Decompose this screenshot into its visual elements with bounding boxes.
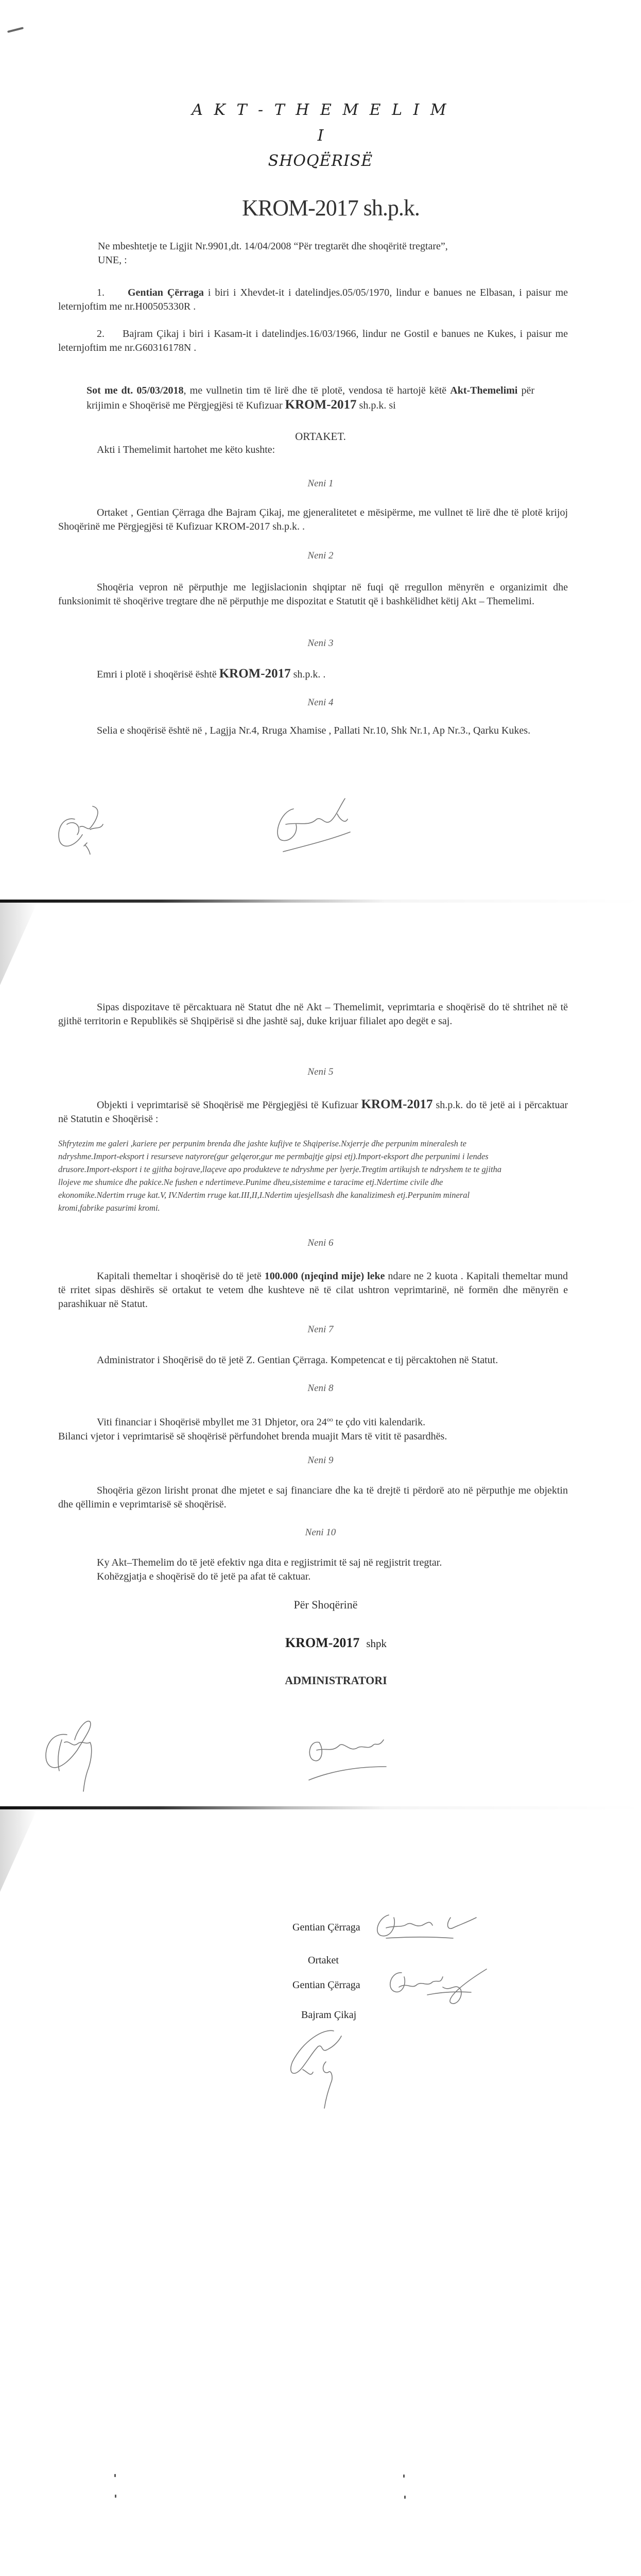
- article-8-text-pre: Viti financiar i Shoqërisë mbyllet me 31 Dhjetor, ora 24: [97, 1416, 327, 1428]
- signature-gentian-p1: [268, 796, 371, 853]
- founder-1: [58, 286, 568, 314]
- article-1-text: Ortaket , Gentian Çërraga dhe Bajram Çikaj, me gjeneralitetet e mësipërme, me vullnet të lirë dhe të plotë krijoj Shoqërinë me Përgjegjësi të Kufizuar KROM-2017 sh.p.k. .: [58, 507, 568, 532]
- article-6-capital: 100.000 (njeqind mije) leke: [264, 1270, 385, 1282]
- scan-speck: [115, 2495, 116, 2498]
- article-10-line1: Ky Akt–Themelim do të jetë efektiv nga dita e regjistrimit të saj në regjistrit tregtar.: [97, 1557, 442, 1568]
- article-6-text-pre: Kapitali themeltar i shoqërisë do të jetë: [97, 1270, 265, 1282]
- administrator-title: ADMINISTRATORI: [285, 1674, 387, 1687]
- article-9-text: Shoqëria gëzon lirisht pronat dhe mjetet e saj financiare dhe ka të drejtë ti përdorë ato në përputhje me objektin dhe qëllimin e veprimtarisë së shoqërisë.: [58, 1485, 568, 1510]
- page-fold-shadow-2: [0, 1809, 93, 1912]
- declaration-text-1: , me vullnetin tim të lirë dhe të plotë, vendosa të hartojë këtë: [183, 385, 451, 396]
- article-3-text: [58, 667, 568, 682]
- founder-2-name: Bajram Çikaj: [123, 328, 179, 340]
- partners-heading: Ortaket: [308, 1955, 339, 1966]
- declaration-company: KROM-2017: [285, 398, 357, 412]
- article-5-text-pre: Objekti i veprimtarisë së Shoqërisë me Përgjegjësi të Kufizuar: [97, 1099, 361, 1111]
- doc-title-line2: I: [317, 127, 324, 145]
- page-3: [0, 1809, 641, 2500]
- article-2-label: Neni 2: [307, 550, 334, 561]
- founder-1-details: i biri i Xhevdet-it i datelindjes.05/05/1970, lindur e banues ne Elbasan, i paisur me leternjoftim me nr.H00505330R .: [58, 287, 568, 312]
- article-8-line1: [58, 1413, 568, 1430]
- closing-company-name: KROM-2017: [285, 1635, 360, 1650]
- closing-company-suffix: shpk: [366, 1637, 387, 1650]
- declaration-date: Sot me dt. 05/03/2018: [86, 385, 184, 396]
- article-5-text: [58, 1097, 568, 1126]
- preamble-line1: Ne mbeshtetje te Ligjit Nr.9901,dt. 14/04/2008 “Për tregtarët dhe shoqëritë tregtare”,: [98, 241, 448, 252]
- page-fold-shadow-1: [0, 903, 93, 1006]
- article-3-text-pre: Emri i plotë i shoqërisë është: [97, 669, 219, 680]
- scan-speck: [403, 2475, 405, 2478]
- ortaket-heading: ORTAKET.: [295, 430, 346, 443]
- article-5-company: KROM-2017: [361, 1097, 433, 1111]
- article-4-continuation: Sipas dispozitave të përcaktuara në Statut dhe në Akt – Themelimit, veprimtaria e shoqërisë do të shtrihet në të gjithë territorin e Republikës së Shqipërisë si dhe jashtë saj, duke krijuar filialet apo degët e saj.: [58, 1002, 568, 1027]
- article-10-line2: Kohëzgjatja e shoqërisë do të jetë pa afat të caktuar.: [97, 1571, 311, 1582]
- signature-gentian-ortaket-1: [373, 1910, 492, 1948]
- article-2-text: Shoqëria vepron në përputhje me legjislacionin shqiptar në fuqi që rregullon mënyrën e organizimit dhe funksionimit të shoqërive tregtare dhe në përputhje me dispozitat e Statutit që i bashkëlidhet këtij Akt – Themelimi.: [58, 582, 568, 607]
- company-heading-text: KROM-2017 sh.p.k.: [242, 195, 420, 221]
- article-8-line2: Bilanci vjetor i veprimtarisë së shoqërisë përfundohet brenda muajit Mars të vitit të pasardhës.: [58, 1430, 447, 1442]
- article-3-text-post: sh.p.k. .: [290, 669, 326, 680]
- conditions-intro: Akti i Themelimit hartohet me këto kushte:: [97, 444, 275, 455]
- article-6-label: Neni 6: [307, 1238, 334, 1248]
- article-7-text: Administrator i Shoqërisë do të jetë Z. Gentian Çërraga. Kompetencat e tij përcaktohen në Statut.: [97, 1354, 498, 1366]
- for-company-label: Për Shoqërinë: [293, 1598, 358, 1611]
- declaration-text-3: sh.p.k. si: [356, 400, 396, 411]
- article-5-label: Neni 5: [307, 1066, 334, 1077]
- article-3-label: Neni 3: [307, 638, 334, 649]
- article-10-label: Neni 10: [305, 1527, 336, 1538]
- page-1: [0, 0, 641, 903]
- doc-title-line1: A K T - T H E M E L I M: [192, 101, 449, 119]
- article-7-label: Neni 7: [307, 1324, 334, 1335]
- signatory-gentian-2: Gentian Çërraga: [292, 1979, 360, 1991]
- article-8-text-post: te çdo viti kalendarik.: [333, 1416, 426, 1428]
- article-3-company: KROM-2017: [219, 667, 291, 681]
- founder-2: [58, 327, 568, 355]
- preamble: [98, 240, 535, 267]
- signature-gentian-ortaket-2: [384, 1967, 497, 2010]
- page-2: [0, 903, 641, 1809]
- declaration: [86, 384, 534, 413]
- article-5-text-post: sh.p.k. do të jetë ai i përcaktuar në Statutin e Shoqërisë :: [58, 1099, 568, 1125]
- article-4-text: Selia e shoqërisë është në , Lagjja Nr.4, Rruga Xhamise , Pallati Nr.10, Shk Nr.1, Ap Nr.3., Qarku Kukes.: [97, 725, 531, 736]
- signature-gentian-p2: [301, 1730, 414, 1786]
- article-5-activities: Shfrytezim me galeri ,kariere per perpunim brenda dhe jashte kufijve te Shqiperise.Nxjerrje dhe perpunim mineralesh te ndryshme.Import-eksport i resurseve natyrore(gur gelqeror,gur me permbajtje gipsi etj).Import-eksport dhe perpunimi i lendes drusore.Import-eksport i te gjitha bojrave,llaçeve apo produkteve te ndryshme per lyerje.Tregtim artikujsh te ndryshem te te gjitha llojeve me shumice dhe pakice.Ne fushen e ndertimeve.Punime dheu,sistemime e taracime etj.Ndertime civile dhe ekonomike.Ndertim rruge kat.V, IV.Ndertim rruge kat.III,II,I.Ndertim ujesjellsash dhe kanalizimesh etj.Perpunim mineral kromi,fabrike pasurimi kromi.: [58, 1139, 502, 1213]
- founder-2-number: 2.: [97, 328, 105, 340]
- article-1-label: Neni 1: [307, 478, 334, 489]
- scan-speck: [404, 2496, 406, 2499]
- article-6-text: [58, 1269, 568, 1311]
- signatory-bajram: Bajram Çikaj: [301, 2009, 357, 2021]
- signature-bajram-p1: [54, 799, 126, 855]
- scan-mark: [7, 27, 24, 33]
- founder-1-name: Gentian Çërraga: [128, 287, 204, 298]
- article-8-text: [58, 1413, 568, 1444]
- article-9-label: Neni 9: [307, 1455, 334, 1466]
- declaration-text-2: për krijimin e Shoqërisë me Përgjegjësi të Kufizuar: [86, 385, 534, 411]
- signature-bajram-ortaket: [282, 2026, 365, 2129]
- article-6-text-post: ndare ne 2 kuota . Kapitali themeltar mund të rritet sipas dëshirës së ortakut te vetem dhe kushteve në të cilat ushtron veprimtarinë, në formën dhe mënyrën e parashikuar në Statut.: [58, 1270, 568, 1310]
- founder-1-number: 1.: [97, 287, 105, 298]
- article-4-label: Neni 4: [307, 697, 334, 708]
- signature-bajram-p2: [41, 1719, 144, 1797]
- closing-company: [0, 1635, 641, 1651]
- company-heading: [0, 195, 641, 221]
- article-8-superscript: oo: [326, 1416, 333, 1423]
- scan-speck: [114, 2474, 116, 2477]
- doc-title-line3: SHOQËRISË: [268, 152, 373, 170]
- article-10-text: [97, 1556, 560, 1584]
- declaration-act: Akt-Themelimi: [450, 385, 518, 396]
- article-8-label: Neni 8: [307, 1383, 334, 1394]
- signatory-gentian-1: Gentian Çërraga: [292, 1922, 360, 1933]
- preamble-line2: UNE, :: [98, 255, 127, 266]
- founder-2-details: i biri i Kasam-it i datelindjes.16/03/1966, lindur ne Gostil e banues ne Kukes, i paisur me leternjoftim me nr.G60316178N .: [58, 328, 568, 353]
